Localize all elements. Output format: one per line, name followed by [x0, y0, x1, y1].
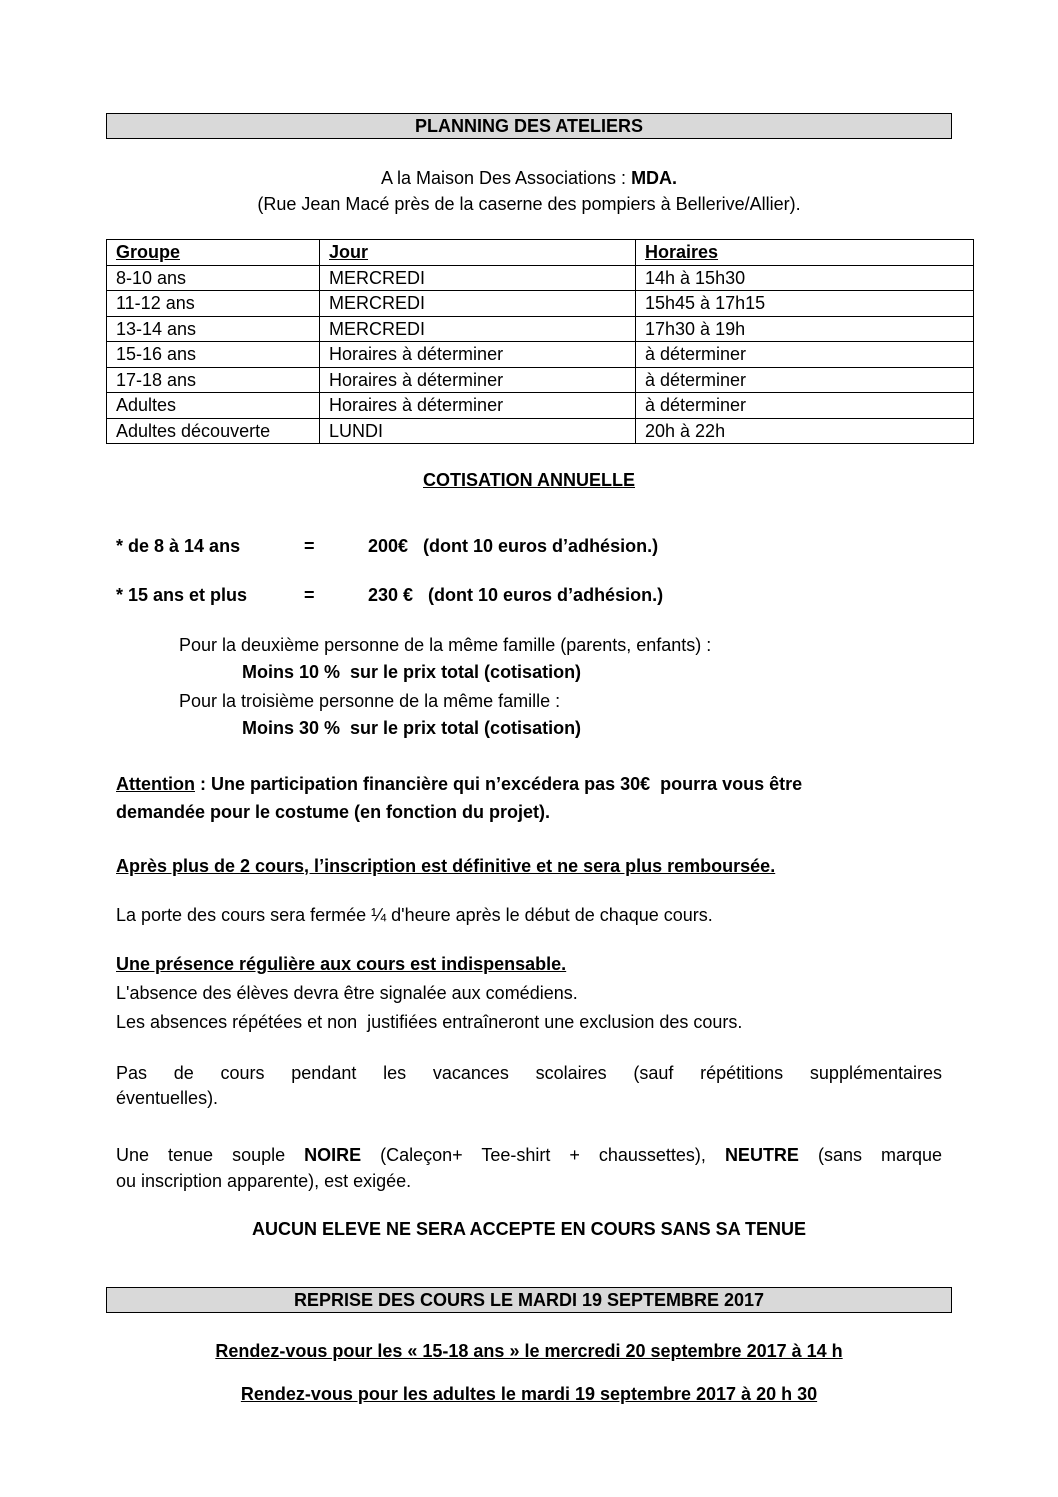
cell-jour: LUNDI — [320, 418, 636, 444]
rdv-adultes: Rendez-vous pour les adultes le mardi 19 septembre 2017 à 20 h 30 — [240, 1384, 818, 1404]
tenue-text-3: (sans marque — [798, 1145, 942, 1165]
table-header-row — [107, 240, 974, 266]
cell-horaires: à déterminer — [636, 367, 974, 393]
vacances-line1: Pas de cours pendant les vacances scolaires (sauf répétitions supplémentaires — [116, 1063, 942, 1083]
tarif-8-14-label: * de 8 à 14 ans — [116, 536, 241, 556]
tarif-15-plus-eq: = — [304, 585, 315, 605]
cell-horaires: à déterminer — [636, 342, 974, 368]
table-row — [107, 342, 974, 368]
attention-label: Attention — [116, 774, 195, 794]
cell-horaires: 17h30 à 19h — [636, 316, 974, 342]
vacances-line2: éventuelles). — [116, 1088, 219, 1108]
attention-line2: demandée pour le costume (en fonction du projet). — [116, 802, 551, 822]
presence-heading: Une présence régulière aux cours est indispensable. — [116, 954, 567, 974]
tenue-neutre: NEUTRE — [724, 1145, 799, 1165]
venue-prefix: A la Maison Des Associations : — [380, 168, 632, 188]
header-horaires: Horaires — [636, 240, 974, 266]
tarif-15-plus-label: * 15 ans et plus — [116, 585, 248, 605]
table-row — [107, 418, 974, 444]
second-person-text: Pour la deuxième personne de la même famille (parents, enfants) : — [179, 635, 712, 655]
cell-groupe: 13-14 ans — [107, 316, 320, 342]
cell-jour: MERCREDI — [320, 291, 636, 317]
cotisation-heading: COTISATION ANNUELLE — [423, 470, 635, 490]
third-person-discount: Moins 30 % sur le prix total (cotisation) — [242, 718, 582, 738]
cell-horaires: 15h45 à 17h15 — [636, 291, 974, 317]
tenue-noire: NOIRE — [304, 1145, 362, 1165]
tenue-line2: ou inscription apparente), est exigée. — [116, 1171, 412, 1191]
presence-line1: L'absence des élèves devra être signalée aux comédiens. — [116, 983, 578, 1003]
presence-line2: Les absences répétées et non justifiées entraîneront une exclusion des cours. — [116, 1012, 743, 1032]
schedule-table — [106, 239, 974, 444]
cell-jour: Horaires à déterminer — [320, 342, 636, 368]
tenue-text-2: (Caleçon+ Tee-shirt + chaussettes), — [361, 1145, 725, 1165]
tarif-8-14-value: 200€ (dont 10 euros d’adhésion.) — [368, 536, 659, 556]
cell-groupe: 15-16 ans — [107, 342, 320, 368]
second-person-discount: Moins 10 % sur le prix total (cotisation) — [242, 662, 582, 682]
header-groupe: Groupe — [107, 240, 320, 266]
cell-groupe: 8-10 ans — [107, 265, 320, 291]
cell-jour: Horaires à déterminer — [320, 393, 636, 419]
third-person-text: Pour la troisième personne de la même famille : — [179, 691, 561, 711]
attention-text-1: : Une participation financière qui n’excédera pas 30€ pourra vous être — [194, 774, 803, 794]
cell-groupe: 17-18 ans — [107, 367, 320, 393]
cell-jour: MERCREDI — [320, 265, 636, 291]
inscription-notice: Après plus de 2 cours, l’inscription est définitive et ne sera plus remboursée. — [116, 856, 776, 876]
tenue-line1 — [116, 1142, 942, 1168]
table-row — [107, 291, 974, 317]
table-row — [107, 316, 974, 342]
cell-groupe: Adultes découverte — [107, 418, 320, 444]
cell-jour: Horaires à déterminer — [320, 367, 636, 393]
cell-groupe: 11-12 ans — [107, 291, 320, 317]
reprise-bar — [106, 1287, 952, 1313]
tenue-text-1: Une tenue souple — [116, 1145, 305, 1165]
table-row — [107, 393, 974, 419]
aucun-eleve-notice: AUCUN ELEVE NE SERA ACCEPTE EN COURS SANS SA TENUE — [251, 1219, 807, 1239]
attention-line1 — [116, 771, 802, 797]
cell-horaires: 14h à 15h30 — [636, 265, 974, 291]
venue-abbrev: MDA. — [631, 168, 678, 188]
table-row — [107, 367, 974, 393]
porte-notice: La porte des cours sera fermée ¼ d'heure après le début de chaque cours. — [116, 905, 713, 925]
venue-address: (Rue Jean Macé près de la caserne des pompiers à Bellerive/Allier). — [257, 194, 801, 214]
cell-horaires: à déterminer — [636, 393, 974, 419]
tarif-8-14-eq: = — [304, 536, 315, 556]
page-title: PLANNING DES ATELIERS — [414, 116, 643, 136]
cell-groupe: Adultes — [107, 393, 320, 419]
rdv-15-18: Rendez-vous pour les « 15-18 ans » le mercredi 20 septembre 2017 à 14 h — [215, 1341, 843, 1361]
cell-horaires: 20h à 22h — [636, 418, 974, 444]
header-jour: Jour — [320, 240, 636, 266]
tarif-15-plus-value: 230 € (dont 10 euros d’adhésion.) — [368, 585, 664, 605]
table-row — [107, 265, 974, 291]
venue-line — [0, 165, 1058, 191]
cell-jour: MERCREDI — [320, 316, 636, 342]
page-title-bar — [106, 113, 952, 139]
reprise-text: REPRISE DES COURS LE MARDI 19 SEPTEMBRE 2017 — [293, 1290, 765, 1310]
